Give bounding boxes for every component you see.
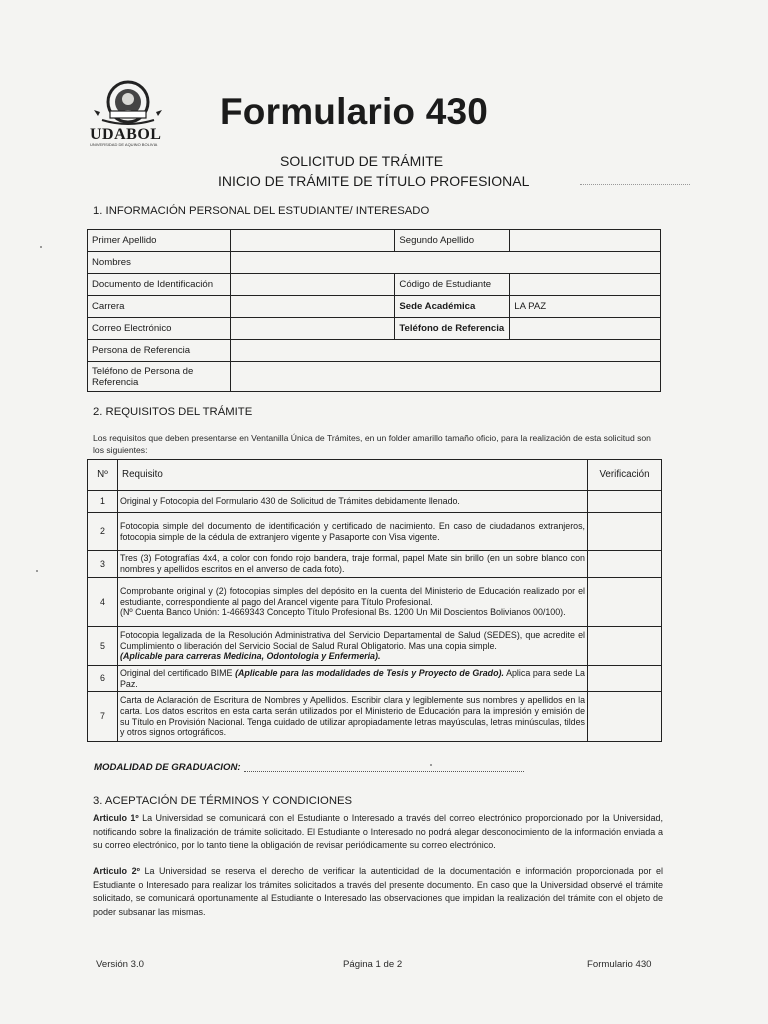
- row-number: 1: [88, 491, 118, 513]
- label-nombres: Nombres: [88, 252, 231, 274]
- article-1-text: La Universidad se comunicará con el Estudiante o Interesado a través del correo electrónico proporcionado por la Universidad, notificando sobre la finalización de trámite solicitado. El Estudiante o Interesado no podrá alegar desconocimiento de la información enviada a su correo electrónico, por lo tanto tiene la obligación de revisar periódicamente su correo electrónico.: [93, 813, 663, 850]
- table-row: [88, 252, 661, 274]
- row-number: 5: [88, 627, 118, 666]
- row-number: 3: [88, 551, 118, 578]
- table-row: [88, 513, 662, 551]
- row-requisito: Fotocopia simple del documento de identificación y certificado de nacimiento. En caso de ciudadanos extranjeros, fotocopia simple de la cédula de extranjero vigente y Pasaporte con Visa vigente.: [118, 513, 588, 551]
- article-1: [93, 812, 663, 853]
- checkbox-verificacion[interactable]: [588, 692, 662, 742]
- label-carrera: Carrera: [88, 296, 231, 318]
- row-requisito: Tres (3) Fotografías 4x4, a color con fondo rojo bandera, traje formal, papel Mate sin brillo (en un sobre blanco con nombres y apellidos escritos en el anverso de cada foto).: [118, 551, 588, 578]
- input-segundo-apellido[interactable]: [510, 230, 661, 252]
- article-1-label: Articulo 1º: [93, 813, 139, 823]
- footer-page: Página 1 de 2: [343, 959, 403, 970]
- checkbox-verificacion[interactable]: [588, 491, 662, 513]
- table-row: [88, 318, 661, 340]
- col-header-verificacion: Verificación: [588, 460, 662, 491]
- checkbox-verificacion[interactable]: [588, 578, 662, 627]
- scan-speck: [40, 246, 42, 248]
- table-row: [88, 578, 662, 627]
- section-2-heading: 2. REQUISITOS DEL TRÁMITE: [93, 406, 253, 418]
- checkbox-verificacion[interactable]: [588, 551, 662, 578]
- table-row: [88, 491, 662, 513]
- footer-version: Versión 3.0: [96, 959, 145, 970]
- row-requisito: [118, 666, 588, 692]
- table-row: [88, 666, 662, 692]
- table-row: [88, 551, 662, 578]
- scan-speck: [430, 764, 432, 766]
- table-row: [88, 296, 661, 318]
- table-row: [88, 230, 661, 252]
- row-number: 6: [88, 666, 118, 692]
- requisito-emphasis: (Aplicable para carreras Medicina, Odontologia y Enfermeria).: [120, 651, 381, 662]
- row-requisito: [118, 578, 588, 627]
- article-2: [93, 865, 663, 919]
- requirements-table: [87, 459, 662, 742]
- table-row: [88, 627, 662, 666]
- input-nombres[interactable]: [230, 252, 660, 274]
- label-telefono: Teléfono de Referencia: [395, 318, 510, 340]
- form-title: Formulario 430: [220, 91, 489, 132]
- requisito-text: Original del certificado BIME: [120, 667, 233, 678]
- requisito-emphasis: (Aplicable para las modalidades de Tesis y Proyecto de Grado).: [235, 667, 504, 678]
- input-codigo-estudiante[interactable]: [510, 274, 661, 296]
- label-primer-apellido: Primer Apellido: [88, 230, 231, 252]
- scan-speck: [36, 570, 38, 572]
- input-documento[interactable]: [230, 274, 395, 296]
- footer-form: Formulario 430: [587, 959, 652, 970]
- row-requisito: Carta de Aclaración de Escritura de Nombres y Apellidos. Escribir clara y legiblemente sus nombres y apellidos en la carta. Los datos escritos en esta carta serán utilizados por el Ministerio de Educación para la impresión y emisión de su Título en Provisión Nacional. Tenga cuidado de utilizar apropiadamente letras mayúsculas, letras minúsculas, tildes y otros signos ortográficos.: [118, 692, 588, 742]
- col-header-number: Nº: [88, 460, 118, 491]
- logo-wordmark: UDABOL: [90, 126, 162, 143]
- row-requisito: Original y Fotocopia del Formulario 430 de Solicitud de Trámites debidamente llenado.: [118, 491, 588, 513]
- table-row: [88, 340, 661, 362]
- label-segundo-apellido: Segundo Apellido: [395, 230, 510, 252]
- input-telefono[interactable]: [510, 318, 661, 340]
- input-correo[interactable]: [230, 318, 395, 340]
- checkbox-verificacion[interactable]: [588, 513, 662, 551]
- requisito-text: Fotocopia legalizada de la Resolución Administrativa del Servicio Departamental de Salud (SEDES), que acredite el Cumplimiento o liberación del Servicio Social de Salud Rural Obligatorio. Mas una copia simple.: [120, 629, 585, 651]
- form-subtitle-1: SOLICITUD DE TRÁMITE: [280, 153, 444, 169]
- table-row: [88, 362, 661, 392]
- row-number: 4: [88, 578, 118, 627]
- modalidad-input-line[interactable]: [244, 771, 524, 772]
- label-persona-referencia: Persona de Referencia: [88, 340, 231, 362]
- personal-info-table: [87, 229, 661, 392]
- input-persona-referencia[interactable]: [230, 340, 660, 362]
- label-correo: Correo Electrónico: [88, 318, 231, 340]
- input-carrera[interactable]: [230, 296, 395, 318]
- input-sede[interactable]: LA PAZ: [510, 296, 661, 318]
- form-subtitle-2: INICIO DE TRÁMITE DE TÍTULO PROFESIONAL: [218, 173, 530, 189]
- section-3-heading: 3. ACEPTACIÓN DE TÉRMINOS Y CONDICIONES: [93, 795, 353, 807]
- table-row: [88, 692, 662, 742]
- checkbox-verificacion[interactable]: [588, 627, 662, 666]
- row-number: 7: [88, 692, 118, 742]
- label-codigo-estudiante: Código de Estudiante: [395, 274, 510, 296]
- input-primer-apellido[interactable]: [230, 230, 395, 252]
- section-1-heading: 1. INFORMACIÓN PERSONAL DEL ESTUDIANTE/ INTERESADO: [93, 205, 430, 217]
- label-telefono-persona: Teléfono de Persona de Referencia: [88, 362, 231, 392]
- checkbox-verificacion[interactable]: [588, 666, 662, 692]
- requirements-intro: Los requisitos que deben presentarse en Ventanilla Única de Trámites, en un folder amarillo tamaño oficio, para la realización de esta solicitud son los siguientes:: [93, 433, 651, 455]
- input-telefono-persona[interactable]: [230, 362, 660, 392]
- table-header-row: [88, 460, 662, 491]
- requisito-text-b: Aplica para sede La Paz.: [120, 667, 585, 689]
- requisito-text: Comprobante original y (2) fotocopias simples del depósito en la cuenta del Ministerio de Educación realizado por el estudiante, correspondiente al pago del Arancel vigente para Título Profesional.: [120, 585, 585, 607]
- table-row: [88, 274, 661, 296]
- logo-subtext: UNIVERSIDAD DE AQUINO BOLIVIA: [90, 142, 158, 147]
- header-divider: [580, 184, 690, 185]
- label-sede: Sede Académica: [395, 296, 510, 318]
- requisito-bank-info: (Nº Cuenta Banco Unión: 1-4669343 Concepto Título Profesional Bs. 1200 Un Mil Doscientos Bolivianos 00/100).: [120, 607, 566, 618]
- col-header-requisito: Requisito: [118, 460, 588, 491]
- article-2-text: La Universidad se reserva el derecho de verificar la autenticidad de la documentación e información proporcionada por el Estudiante o Interesado para realizar los trámites solicitados a través del presente documento. En caso que la Universidad observé el trámite solicitado, se comunicará oportunamente al Estudiante o Interesado las observaciones que impidan la realización del trámite con el objeto de poder subsanar las mismas.: [93, 866, 663, 917]
- label-documento: Documento de Identificación: [88, 274, 231, 296]
- row-requisito: [118, 627, 588, 666]
- modalidad-label: MODALIDAD DE GRADUACION:: [94, 762, 241, 773]
- row-number: 2: [88, 513, 118, 551]
- article-2-label: Articulo 2º: [93, 866, 140, 876]
